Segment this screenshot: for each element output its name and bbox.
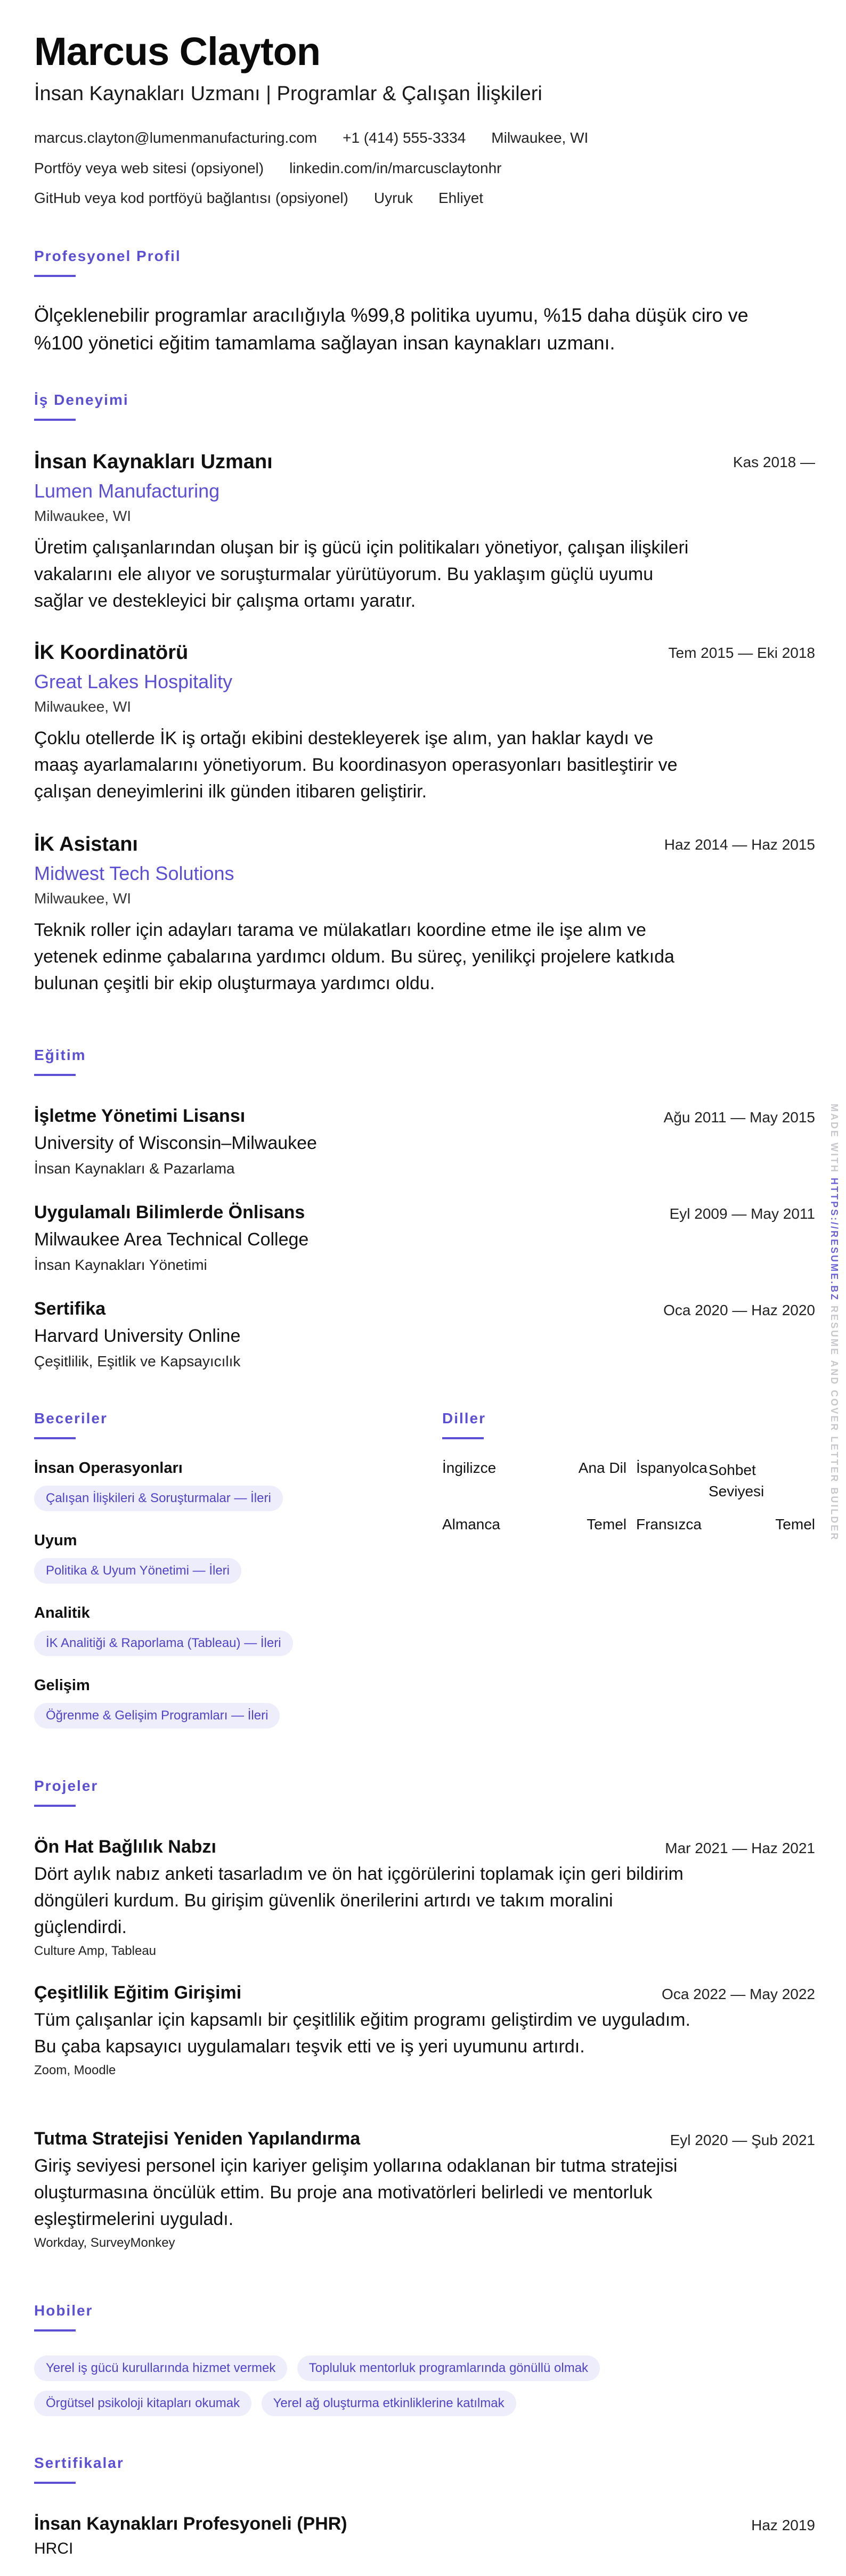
job-entry — [34, 641, 815, 805]
hobby-chip: Örgütsel psikoloji kitapları okumak — [34, 2391, 251, 2416]
skill-group — [34, 1677, 280, 1729]
project-description: Giriş seviyesi personel için kariyer gelişim yollarına odaklanan bir tutma stratejisi oluşturmasına öncülük ettim. Bu proje ana motivatörleri belirledi ve mentorluk eşleştirmelerini uyguladı. — [34, 2156, 678, 2229]
section-title-profile: Profesyonel Profil — [34, 248, 181, 264]
section-rule — [442, 1437, 484, 1439]
skill-group-name: Gelişim — [34, 1677, 90, 1694]
certification-date: Haz 2019 — [751, 2517, 815, 2533]
skill-group — [34, 1604, 293, 1656]
hobby-chip: Topluluk mentorluk programlarında gönüllü olmak — [297, 2355, 600, 2381]
job-location: Milwaukee, WI — [34, 890, 132, 907]
project-description: Tüm çalışanlar için kapsamlı bir çeşitlilik eğitim programı geliştirdim ve uyguladım. Bu çaba kapsayıcı uygulamaları teşvik etti ve iş yeri uyumunu artırdı. — [34, 2010, 690, 2057]
section-rule — [34, 1074, 76, 1076]
profile-summary: Ölçeklenebilir programlar aracılığıyla %99,8 politika uyumu, %15 daha düşük ciro ve %100 yönetici eğitim tamamlama sağlayan insan kaynakları uzmanı. — [34, 304, 749, 354]
project-dates: Mar 2021 — Haz 2021 — [665, 1840, 815, 1856]
job-description: Üretim çalışanlarından oluşan bir iş gücü için politikaları yönetiyor, çalışan ilişkileri vakalarını ele alıyor ve soruşturmalar yürütüyorum. Bu yaklaşım güçlü uyumu sağlar ve destekleyici bir çalışma ortamı yaratır. — [34, 537, 689, 611]
contact-license: Ehliyet — [438, 190, 484, 206]
certification-issuer: HRCI — [34, 2540, 74, 2557]
contact-linkedin[interactable]: linkedin.com/in/marcusclaytonhr — [289, 160, 502, 176]
watermark-link[interactable]: HTTPS://RESUME.BZ — [829, 1178, 840, 1302]
job-description: Çoklu otellerde İK iş ortağı ekibini destekleyerek işe alım, yan haklar kaydı ve maaş ayarlamalarını yönetiyorum. Bu koordinasyon operasyonları basitleştirir ve çalışan deneyimlerini ilk günden itibaren geliştirir. — [34, 728, 678, 802]
job-company: Lumen Manufacturing — [34, 480, 220, 502]
skill-chip: Çalışan İlişkileri & Soruşturmalar — İleri — [34, 1486, 283, 1511]
language-name: İspanyolca — [636, 1460, 707, 1476]
contact-row-1 — [34, 129, 588, 146]
project-tools: Culture Amp, Tableau — [34, 1944, 157, 1958]
project-title: Çeşitlilik Eğitim Girişimi — [34, 1983, 242, 2003]
project-entry — [34, 1983, 815, 2078]
language-level: Ana Dil — [578, 1460, 627, 1476]
project-tools: Workday, SurveyMonkey — [34, 2236, 175, 2250]
section-rule — [34, 1805, 76, 1807]
education-entry — [34, 1299, 815, 1370]
education-field: İnsan Kaynakları & Pazarlama — [34, 1160, 235, 1177]
hobby-chip: Yerel ağ oluşturma etkinliklerine katılmak — [262, 2391, 516, 2416]
contact-row-2 — [34, 160, 501, 177]
language-row — [442, 1460, 815, 1516]
contact-location: Milwaukee, WI — [491, 129, 589, 146]
section-title-hobbies: Hobiler — [34, 2302, 93, 2319]
job-entry — [34, 833, 815, 997]
language-name: Fransızca — [636, 1516, 702, 1532]
job-title: İnsan Kaynakları Uzmanı — [34, 451, 273, 473]
language-level: Sohbet Seviyesi — [709, 1462, 764, 1499]
education-degree: Uygulamalı Bilimlerde Önlisans — [34, 1202, 305, 1222]
section-title-projects: Projeler — [34, 1778, 99, 1794]
project-dates: Eyl 2020 — Şub 2021 — [670, 2132, 815, 2148]
job-dates: Kas 2018 — — [733, 454, 815, 470]
job-location: Milwaukee, WI — [34, 508, 132, 524]
candidate-name: Marcus Clayton — [34, 29, 321, 74]
section-rule — [34, 1437, 76, 1439]
contact-portfolio[interactable]: Portföy veya web sitesi (opsiyonel) — [34, 160, 264, 176]
education-degree: İşletme Yönetimi Lisansı — [34, 1106, 246, 1126]
contact-row-3 — [34, 190, 483, 207]
builder-watermark — [828, 1104, 840, 1541]
project-description: Dört aylık nabız anketi tasarladım ve ön hat içgörülerini toplamak için geri bildirim döngüleri kurdum. Bu girişim güvenlik önerilerini artırdı ve takım moralini güçlendirdi. — [34, 1864, 684, 1937]
education-field: İnsan Kaynakları Yönetimi — [34, 1257, 207, 1273]
section-rule — [34, 419, 76, 421]
language-row — [442, 1516, 815, 1572]
section-title-education: Eğitim — [34, 1047, 86, 1063]
project-entry — [34, 2129, 815, 2251]
project-entry — [34, 1837, 815, 1959]
language-name: Almanca — [442, 1516, 500, 1532]
skill-group-name: İnsan Operasyonları — [34, 1460, 183, 1477]
project-title: Ön Hat Bağlılık Nabzı — [34, 1837, 216, 1857]
watermark-prefix: MADE WITH — [829, 1104, 840, 1173]
skill-chip: Öğrenme & Gelişim Programları — İleri — [34, 1703, 280, 1729]
job-description: Teknik roller için adayları tarama ve mülakatları koordine etme ile işe alım ve yetenek edinme çabalarına yardımcı oldum. Bu süreç, yenilikçi projelere katkıda bulunan çeşitli bir ekip oluşturmaya yardımcı oldu. — [34, 920, 674, 993]
education-entry — [34, 1106, 815, 1177]
project-dates: Oca 2022 — May 2022 — [662, 1986, 815, 2002]
section-title-certifications: Sertifikalar — [34, 2455, 124, 2471]
contact-email[interactable]: marcus.clayton@lumenmanufacturing.com — [34, 129, 318, 146]
education-degree: Sertifika — [34, 1299, 106, 1319]
section-rule — [34, 2329, 76, 2332]
education-school: Harvard University Online — [34, 1326, 241, 1346]
project-tools: Zoom, Moodle — [34, 2063, 116, 2077]
education-dates: Eyl 2009 — May 2011 — [669, 1205, 815, 1222]
section-rule — [34, 275, 76, 277]
watermark-suffix: RESUME AND COVER LETTER BUILDER — [829, 1306, 840, 1542]
skill-group-name: Analitik — [34, 1604, 90, 1621]
education-field: Çeşitlilik, Eşitlik ve Kapsayıcılık — [34, 1353, 241, 1369]
education-dates: Ağu 2011 — May 2015 — [663, 1109, 815, 1126]
language-level: Temel — [775, 1516, 815, 1532]
skill-group — [34, 1532, 241, 1584]
contact-phone[interactable]: +1 (414) 555-3334 — [343, 129, 466, 146]
contact-nationality: Uyruk — [373, 190, 413, 206]
hobby-chip: Yerel iş gücü kurullarında hizmet vermek — [34, 2355, 287, 2381]
language-name: İngilizce — [442, 1460, 497, 1476]
education-entry — [34, 1202, 815, 1274]
job-entry — [34, 451, 815, 614]
section-title-languages: Diller — [442, 1410, 486, 1426]
job-dates: Tem 2015 — Eki 2018 — [668, 645, 815, 661]
section-rule — [34, 2482, 76, 2484]
contact-github[interactable]: GitHub veya kod portföyü bağlantısı (opsiyonel) — [34, 190, 348, 206]
education-school: University of Wisconsin–Milwaukee — [34, 1133, 317, 1153]
education-school: Milwaukee Area Technical College — [34, 1229, 309, 1250]
job-company: Midwest Tech Solutions — [34, 862, 234, 884]
skill-group-name: Uyum — [34, 1532, 77, 1549]
job-title: İK Asistanı — [34, 833, 138, 855]
skill-group — [34, 1460, 283, 1511]
language-level: Temel — [587, 1516, 627, 1532]
section-title-skills: Beceriler — [34, 1410, 108, 1426]
skill-chip: İK Analitiği & Raporlama (Tableau) — İleri — [34, 1631, 293, 1656]
section-title-experience: İş Deneyimi — [34, 392, 129, 408]
hobbies-list — [34, 2355, 727, 2426]
candidate-headline: İnsan Kaynakları Uzmanı | Programlar & Çalışan İlişkileri — [34, 83, 542, 105]
project-title: Tutma Stratejisi Yeniden Yapılandırma — [34, 2129, 361, 2149]
education-dates: Oca 2020 — Haz 2020 — [663, 1302, 815, 1318]
skill-chip: Politika & Uyum Yönetimi — İleri — [34, 1558, 241, 1584]
certification-entry — [34, 2514, 815, 2558]
job-dates: Haz 2014 — Haz 2015 — [664, 836, 815, 853]
certification-title: İnsan Kaynakları Profesyoneli (PHR) — [34, 2514, 347, 2534]
job-title: İK Koordinatörü — [34, 641, 189, 664]
languages-grid — [442, 1460, 815, 1572]
job-company: Great Lakes Hospitality — [34, 671, 233, 692]
job-location: Milwaukee, WI — [34, 698, 132, 715]
